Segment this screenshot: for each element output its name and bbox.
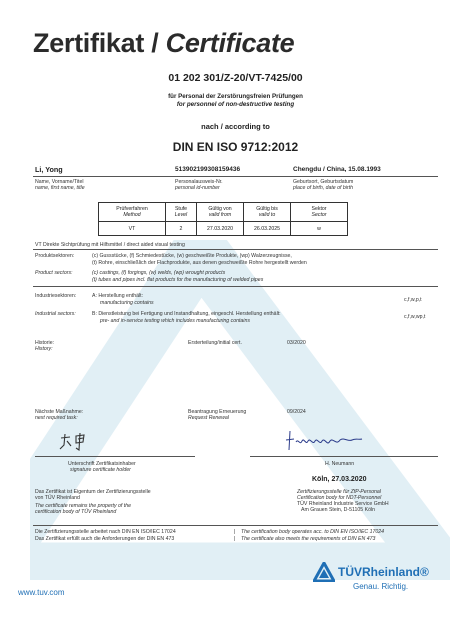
level-header — [166, 203, 197, 222]
personnel-text-en: for personnel of non-destructive testing — [176, 101, 295, 108]
valid-to-header-de: Gültig bis — [256, 206, 278, 212]
issuer-address: Am Grauen Stein, D-51105 Köln — [301, 507, 376, 513]
property-en-2: certification body of TÜV Rheinland — [35, 509, 117, 515]
industrial-sector-b-ref: c,f,w,wp,t — [404, 314, 426, 320]
history-label-de: Historie: — [35, 340, 55, 346]
property-de-1: Das Zertifikat ist Eigentum der Zertifizierungsstelle — [35, 489, 151, 495]
operation-en: The certification body operates acc. to DIN EN ISO/IEC 17024 — [241, 529, 385, 535]
holder-signature-label-de: Unterschrift Zertifikatsinhaber — [68, 461, 136, 467]
title-german: Zertifikat / — [33, 28, 159, 58]
vt-description: VT Direkte Sichtprüfung mit Hilfsmittel / direct aided visual testing — [35, 242, 185, 248]
birth-place-date: Chengdu / China, 15.08.1993 — [293, 166, 381, 173]
id-label-de: Personalausweis-Nr. — [175, 179, 223, 185]
product-sectors-label-de: Produktsektoren: — [35, 253, 75, 259]
issuer-signature-line — [250, 456, 438, 457]
footer-separator-1: | — [234, 529, 236, 535]
footer-separator-2: | — [234, 536, 236, 542]
level-cell: 2 — [166, 222, 197, 236]
property-de-2: von TÜV Rheinland — [35, 495, 80, 501]
product-sectors-en-2: (t) tubes and pipes incl. flat products for the manufacturing of welded pipes — [92, 277, 264, 283]
next-task-label-de: Nächste Maßnahme: — [35, 409, 84, 415]
next-task-action-en: Request Renewal — [188, 415, 229, 421]
product-divider — [33, 286, 438, 287]
footer-divider — [33, 525, 438, 526]
standard-title: DIN EN ISO 9712:2012 — [172, 140, 299, 154]
requirements-de: Das Zertifikat erfüllt auch die Anforderungen der DIN EN 473 — [35, 536, 175, 542]
brand-name: TÜVRheinland® — [338, 565, 429, 579]
brand-slogan: Genau. Richtig. — [353, 582, 409, 591]
methods-table-header — [99, 203, 348, 222]
method-header-en: Method — [123, 212, 141, 218]
next-task-date: 09/2024 — [287, 409, 306, 415]
place-date: Köln, 27.03.2020 — [312, 476, 367, 483]
valid-to-header — [244, 203, 291, 222]
requirements-en: The certificate also meets the requirements of DIN EN 473 — [241, 536, 376, 542]
according-text: nach / according to — [201, 122, 270, 131]
history-date: 03/2020 — [287, 340, 306, 346]
method-header-de: Prüfverfahren — [116, 206, 148, 212]
method-header — [99, 203, 166, 222]
id-label-en: personal id-number — [175, 185, 220, 191]
certificate-title — [33, 28, 294, 59]
industrial-sector-a-en: manufacturing contains — [100, 300, 154, 306]
person-divider — [33, 176, 438, 177]
industrial-sector-b-de: B: Dienstleistung bei Fertigung und Instandhaltung, eingeschl. Herstellung enthält: — [92, 311, 281, 317]
industrial-sector-b-en: pre- and in-service testing which includes manufacturing contains — [100, 318, 250, 324]
sector-header-en: Sector — [311, 212, 327, 218]
product-sectors-label-en: Product sectors: — [35, 270, 73, 276]
industrial-sectors-label-de: Industriesektoren: — [35, 293, 77, 299]
certificate-number: 01 202 301/Z-20/VT-7425/00 — [168, 72, 303, 84]
property-en-1: The certificate remains the property of the — [35, 503, 132, 509]
issuer-company: TÜV Rheinland Industrie Service GmbH — [297, 501, 389, 507]
history-label-en: History: — [35, 346, 53, 352]
issuer-text-en: Certification body for NDT-Personnel — [297, 495, 382, 501]
level-header-de: Stufe — [174, 206, 188, 212]
operation-de: Die Zertifizierungsstelle arbeitet nach DIN EN ISO/IEC 17024 — [35, 529, 176, 535]
valid-from-header — [197, 203, 244, 222]
level-header-en: Level — [174, 212, 188, 218]
website-link[interactable]: www.tuv.com — [18, 588, 65, 597]
methods-table — [98, 202, 348, 236]
name-label-de: Name, Vorname/Titel — [35, 179, 84, 185]
table-row — [99, 222, 348, 236]
industrial-sector-a-ref: c,f,w,p,t — [404, 297, 422, 303]
valid-from-cell: 27.03.2020 — [197, 222, 244, 236]
birth-label-de: Geburtsort, Geburtsdatum — [293, 179, 354, 185]
industrial-sector-a-de: A: Herstellung enthält: — [92, 293, 144, 299]
next-task-action-de: Beantragung Erneuerung — [188, 409, 247, 415]
product-sectors-de-1: (c) Gussstücke, (f) Schmiedestücke, (w) geschweißte Produkte, (wp) Walzerzeugnisse, — [92, 253, 292, 259]
issuer-text-de: Zertifizierungsstelle für ZfP-Personal — [297, 489, 381, 495]
product-sectors-en-1: (c) castings, (f) forgings, (w) welds, (wp) wrought products — [92, 270, 226, 276]
valid-from-header-de: Gültig von — [208, 206, 232, 212]
holder-signature-label-en: signature certificate holder — [70, 467, 131, 473]
valid-to-header-en: valid to — [258, 212, 276, 218]
industrial-sectors-label-en: Industrial sectors: — [35, 311, 76, 317]
scope-divider — [33, 249, 438, 250]
holder-signature-line — [35, 456, 195, 457]
sector-cell: w — [291, 222, 348, 236]
sector-header — [291, 203, 348, 222]
method-cell: VT — [99, 222, 166, 236]
personnel-text-de: für Personal der Zerstörungsfreien Prüfungen — [168, 93, 303, 100]
issuer-signature — [280, 428, 365, 454]
valid-to-cell: 26.03.2025 — [244, 222, 291, 236]
next-task-label-en: next required task: — [35, 415, 78, 421]
valid-from-header-en: valid from — [208, 212, 232, 218]
holder-signature — [58, 432, 102, 452]
birth-label-en: place of birth, date of birth — [293, 185, 353, 191]
tuv-triangle-logo-icon — [313, 562, 335, 582]
title-english: Certificate — [165, 28, 295, 58]
issuer-name: H. Neumann — [325, 461, 355, 467]
product-sectors-de-2: (t) Rohre, einschließlich der Flachprodukte, aus denen geschweißte Rohre hergestellt werden — [92, 260, 307, 266]
personal-id: 513902199308159436 — [175, 166, 241, 173]
sector-header-de: Sektor — [311, 206, 327, 212]
name-label-en: name, first name, title — [35, 185, 85, 191]
holder-name: Li, Yong — [35, 165, 63, 174]
history-entry: Ersterteilung/initial cert. — [188, 340, 242, 346]
